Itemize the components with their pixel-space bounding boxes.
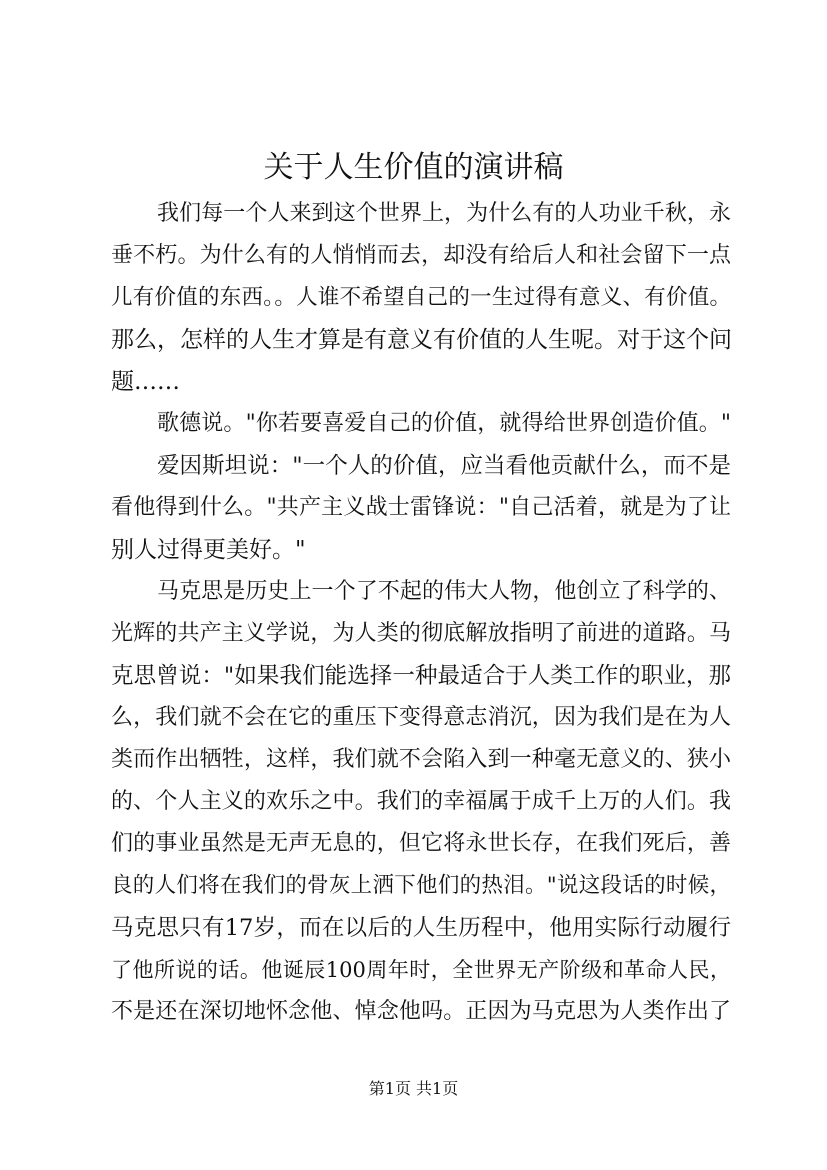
- body-line: 光辉的共产主义学说，为人类的彻底解放指明了前进的道路。马: [111, 621, 731, 646]
- body-line: 我们每一个人来到这个世界上，为什么有的人功业千秋，永: [157, 201, 731, 226]
- body-line: 马克思只有17岁，而在以后的人生历程中，他用实际行动履行: [111, 915, 731, 941]
- body-line: 类而作出牺牲，这样，我们就不会陷入到一种毫无意义的、狭小: [111, 747, 731, 772]
- body-line: 么，我们就不会在它的重压下变得意志消沉，因为我们是在为人: [111, 705, 731, 730]
- body-line: 的、个人主义的欢乐之中。我们的幸福属于成千上万的人们。我: [111, 789, 731, 814]
- body-line: 们的事业虽然是无声无息的，但它将永世长存，在我们死后，善: [111, 831, 731, 856]
- document-body: [111, 193, 731, 1033]
- body-line: 良的人们将在我们的骨灰上洒下他们的热泪。"说这段话的时候，: [111, 873, 731, 898]
- body-line: 克思曾说："如果我们能选择一种最适合于人类工作的职业，那: [111, 663, 731, 689]
- body-line: 别人过得更美好。": [111, 537, 306, 563]
- document-title: 关于人生价值的演讲稿: [263, 150, 564, 185]
- page-footer: 第1页 共1页: [368, 1079, 459, 1098]
- body-line: 垂不朽。为什么有的人悄悄而去，却没有给后人和社会留下一点: [111, 243, 731, 268]
- body-line: 题……: [111, 369, 180, 395]
- body-line: 看他得到什么。"共产主义战士雷锋说："自己活着，就是为了让: [111, 495, 731, 520]
- body-line: 爱因斯坦说："一个人的价值，应当看他贡献什么，而不是: [157, 453, 731, 479]
- body-line: 马克思是历史上一个了不起的伟大人物，他创立了科学的、: [157, 579, 731, 604]
- body-line: 那么，怎样的人生才算是有意义有价值的人生呢。对于这个问: [111, 327, 732, 353]
- body-line: 不是还在深切地怀念他、悼念他吗。正因为马克思为人类作出了: [111, 999, 731, 1024]
- body-line: 了他所说的话。他诞辰100周年时，全世界无产阶级和革命人民，: [111, 958, 731, 982]
- body-line: 儿有价值的东西。。人谁不希望自己的一生过得有意义、有价值。: [111, 285, 731, 310]
- body-line: 歌德说。"你若要喜爱自己的价值，就得给世界创造价值。": [157, 411, 731, 436]
